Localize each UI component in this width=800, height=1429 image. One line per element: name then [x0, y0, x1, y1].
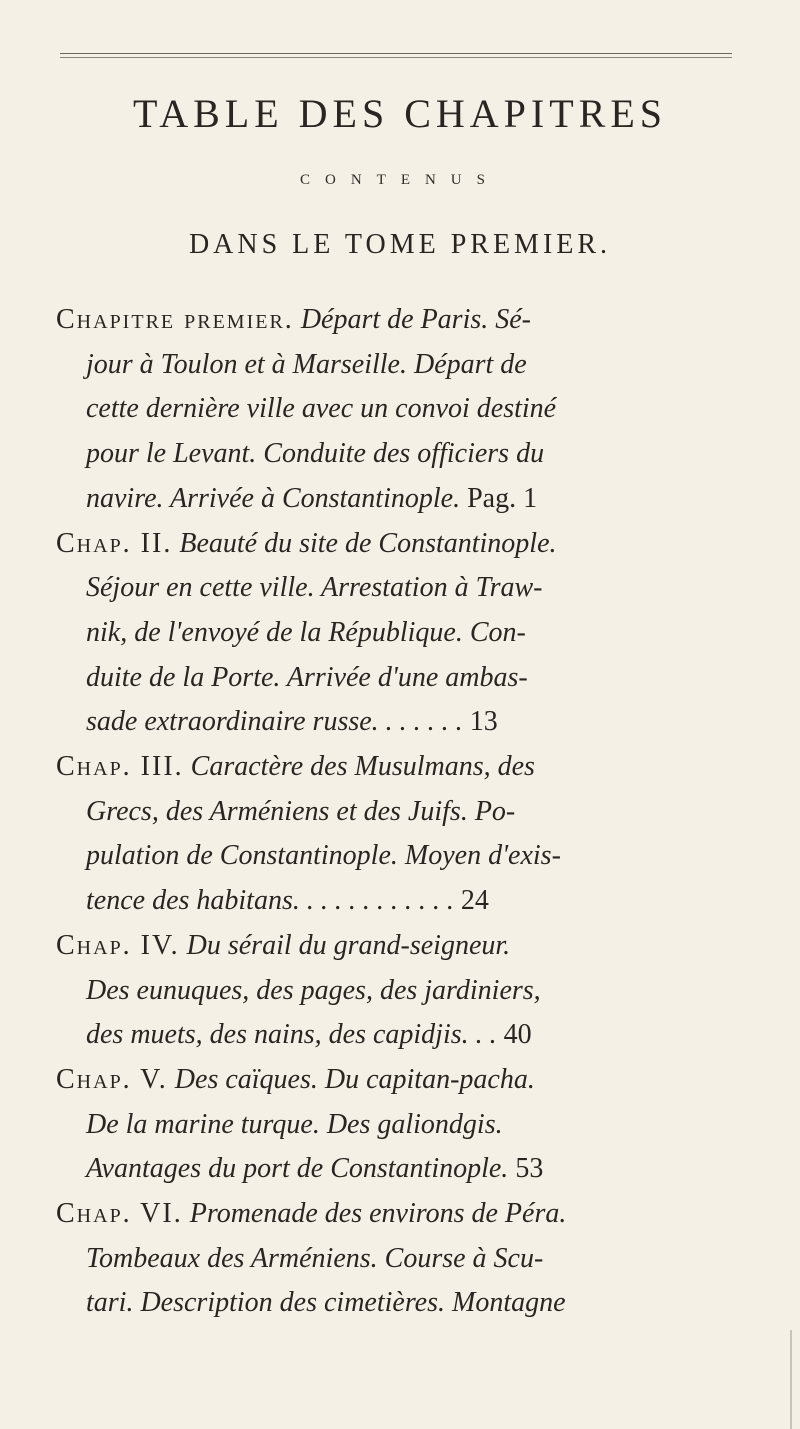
- page-subtitle: CONTENUS: [299, 172, 500, 188]
- chapter-text: Tombeaux des Arméniens. Course à Scu-: [86, 1242, 544, 1274]
- chapter-text: Séjour en cette ville. Arrestation à Traw-: [86, 572, 543, 604]
- chapter-entry-6: [56, 1192, 746, 1326]
- chapter-label: Chap. V.: [56, 1063, 168, 1095]
- chapter-text: Du sérail du grand-seigneur.: [186, 929, 511, 961]
- chapter-text: pour le Levant. Conduite des officiers du: [86, 438, 545, 470]
- chapter-entry-4: [56, 924, 746, 1058]
- tome-heading: DANS LE TOME PREMIER.: [188, 229, 612, 260]
- chapter-text: Des eunuques, des pages, des jardiniers,: [86, 974, 541, 1006]
- chapter-entry-1: [56, 298, 746, 522]
- chapter-label: Chap. VI.: [56, 1198, 183, 1230]
- chapter-text: Grecs, des Arméniens et des Juifs. Po-: [86, 795, 516, 827]
- page-title: TABLE DES CHAPITRES: [132, 91, 668, 136]
- chapter-text: Promenade des environs de Péra.: [189, 1198, 567, 1230]
- page-number: 53: [515, 1153, 544, 1185]
- chapter-text: des muets, des nains, des capidjis. . .: [86, 1019, 497, 1051]
- chapter-text: Des caïques. Du capitan-pacha.: [174, 1063, 535, 1095]
- chapter-text: cette dernière ville avec un convoi destiné: [86, 393, 557, 425]
- chapter-text: Beauté du site de Constantinople.: [179, 527, 557, 559]
- chapter-label: Chapitre premier.: [56, 304, 294, 335]
- chapter-text: tari. Description des cimetières. Montagne: [86, 1287, 566, 1319]
- chapter-text: Avantages du port de Constantinople.: [86, 1153, 509, 1185]
- chapter-entry-5: [56, 1058, 746, 1192]
- chapter-text: nik, de l'envoyé de la République. Con-: [86, 616, 526, 648]
- chapter-label: Chap. IV.: [56, 929, 180, 961]
- chapter-text: duite de la Porte. Arrivée d'une ambas-: [86, 661, 528, 693]
- chapter-text: navire. Arrivée à Constantinople.: [86, 482, 461, 514]
- page-number: 40: [503, 1019, 532, 1051]
- chapter-label: Chap. II.: [56, 527, 173, 559]
- chapter-text: Caractère des Musulmans, des: [190, 751, 535, 783]
- page-number: 13: [469, 706, 498, 738]
- chapter-label: Chap. III.: [56, 751, 184, 783]
- chapter-text: De la marine turque. Des galiondgis.: [86, 1108, 503, 1140]
- chapter-text: pulation de Constantinople. Moyen d'exis-: [86, 840, 561, 872]
- chapter-entry-2: [56, 522, 746, 746]
- top-decorative-rule: [60, 53, 732, 59]
- page-number: 1: [523, 482, 538, 514]
- page-prefix: Pag.: [467, 482, 517, 514]
- chapter-text: tence des habitans. . . . . . . . . . . .: [86, 885, 454, 917]
- chapter-text: sade extraordinaire russe. . . . . . .: [86, 706, 463, 738]
- page-number: 24: [460, 885, 489, 917]
- chapter-text: Départ de Paris. Sé-: [300, 304, 531, 335]
- chapter-entry-3: [56, 745, 746, 924]
- table-of-contents: [56, 298, 746, 1326]
- page-edge-shadow: [790, 1330, 792, 1429]
- chapter-text: jour à Toulon et à Marseille. Départ de: [86, 348, 527, 380]
